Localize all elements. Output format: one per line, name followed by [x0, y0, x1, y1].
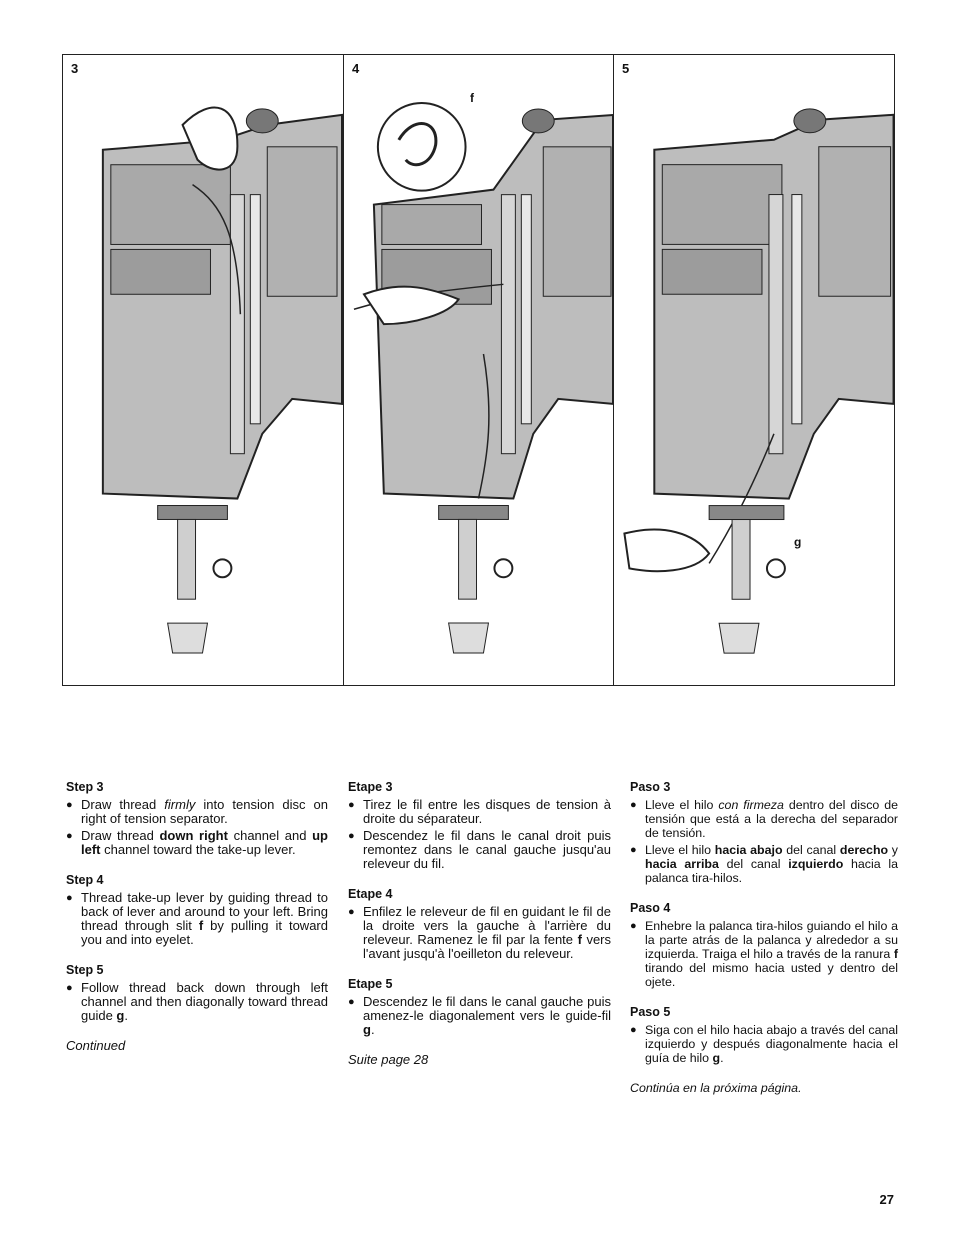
instruction-text: Siga con el hilo hacia abajo a través del canal izquierdo y después diagonalmente hacia el guía de hilo: [645, 1023, 898, 1065]
sewing-machine-drawing-4: [344, 55, 613, 685]
instruction-item: [630, 1023, 898, 1065]
instruction-text: derecho: [839, 843, 889, 857]
french-instructions: [348, 780, 611, 1067]
instruction-section: [348, 780, 611, 871]
spanish-instructions: [630, 780, 898, 1095]
instruction-section: [348, 977, 611, 1037]
continued-note: Continued: [66, 1038, 126, 1053]
instruction-item: [630, 919, 898, 989]
instruction-text: tirando del mismo hacia usted y dentro del ojete.: [645, 961, 898, 989]
bullet-icon: ●: [66, 982, 73, 994]
panel-number: 4: [352, 61, 360, 76]
section-heading: Step 3: [66, 780, 104, 794]
instruction-section: [66, 963, 328, 1023]
bullet-icon: ●: [630, 799, 637, 811]
instruction-item: [348, 905, 611, 961]
instruction-section: [66, 873, 328, 947]
section-heading: Paso 5: [630, 1005, 671, 1019]
instruction-item: [66, 981, 328, 1023]
bullet-icon: ●: [66, 892, 73, 904]
page-number: 27: [879, 1192, 894, 1207]
instruction-text: hacia arriba: [645, 857, 719, 871]
section-heading: Paso 4: [630, 901, 671, 915]
instruction-section: [348, 887, 611, 961]
instruction-text: up left: [81, 828, 328, 857]
instruction-text: Thread take-up lever by guiding thread to back of lever and around to your left. Bring thread through slit: [81, 890, 328, 933]
callout-label-f: f: [470, 91, 474, 105]
illustration-panel-step-5: [614, 55, 894, 685]
instruction-text: Descendez le fil dans le canal gauche puis amenez-le diagonalement vers le guide-fil: [363, 994, 611, 1023]
panel-number: 5: [622, 61, 630, 76]
bullet-icon: ●: [630, 920, 637, 932]
instruction-text: f: [893, 947, 898, 961]
instruction-item: [66, 829, 328, 857]
instruction-text: Lleve el hilo: [645, 843, 715, 857]
bullet-icon: ●: [348, 830, 355, 842]
instruction-item: [66, 798, 328, 826]
continued-note: Continúa en la próxima página.: [630, 1081, 802, 1095]
instruction-section: [66, 780, 328, 857]
instruction-text: channel and: [227, 828, 313, 843]
instruction-text: con firmeza: [718, 798, 784, 812]
instruction-text: .: [720, 1051, 724, 1065]
instruction-text: f: [198, 918, 204, 933]
instruction-item: [630, 843, 898, 885]
instruction-text: into tension disc on right of tension separator.: [81, 797, 328, 826]
bullet-icon: ●: [348, 799, 355, 811]
sewing-machine-drawing-5: [614, 55, 894, 685]
instruction-text: Descendez le fil dans le canal droit puis remontez dans le canal gauche jusqu'au releveur du fil.: [363, 828, 611, 871]
section-heading: Step 4: [66, 873, 104, 887]
instruction-text: y: [888, 843, 899, 857]
instruction-section: [630, 1005, 898, 1065]
instruction-item: [66, 891, 328, 947]
callout-label-g: g: [794, 535, 802, 549]
instruction-text: g: [363, 1022, 371, 1037]
illustration-panel-step-4: [344, 55, 614, 685]
instruction-item: [348, 798, 611, 826]
instruction-item: [348, 829, 611, 871]
instruction-text: .: [370, 1022, 375, 1037]
instruction-text: f: [577, 932, 582, 947]
section-heading: Step 5: [66, 963, 104, 977]
instruction-text: g: [116, 1008, 125, 1023]
instruction-text: del canal: [782, 843, 840, 857]
section-heading: Etape 3: [348, 780, 393, 794]
bullet-icon: ●: [348, 906, 355, 918]
instruction-text: Draw thread: [81, 797, 165, 812]
bullet-icon: ●: [348, 996, 355, 1008]
instruction-item: [630, 798, 898, 840]
english-instructions: [66, 780, 328, 1053]
instruction-item: [348, 995, 611, 1037]
instruction-text: izquierdo: [788, 857, 844, 871]
instruction-text: down right: [159, 828, 228, 843]
panel-number: 3: [71, 61, 79, 76]
instruction-text: .: [124, 1008, 128, 1023]
instruction-section: [630, 780, 898, 885]
instruction-text: hacia abajo: [714, 843, 783, 857]
instruction-text: hacia la palanca tira-hilos.: [645, 857, 898, 885]
instruction-text: Follow thread back down through left channel and then diagonally toward thread guide: [81, 980, 328, 1023]
instruction-text: dentro del disco de tensión que está a la derecha del separador de tensión.: [645, 798, 898, 840]
instruction-text: Tirez le fil entre les disques de tension à droite du séparateur.: [363, 797, 611, 826]
instruction-text: Draw thread: [81, 828, 160, 843]
sewing-machine-drawing-3: [63, 55, 343, 685]
section-heading: Etape 5: [348, 977, 393, 991]
section-heading: Paso 3: [630, 780, 671, 794]
bullet-icon: ●: [630, 1024, 637, 1036]
instruction-text: by pulling it toward you and into eyelet.: [81, 918, 328, 947]
bullet-icon: ●: [630, 844, 637, 856]
instruction-text: firmly: [164, 797, 196, 812]
instruction-text: channel toward the take-up lever.: [100, 842, 296, 857]
illustration-panel-step-3: [63, 55, 344, 685]
instruction-text: Enhebre la palanca tira-hilos guiando el hilo a la parte atrás de la palanca y alrededor a su izquierda. Traiga el hilo a través de la ranura: [645, 919, 898, 961]
illustration-frame: [62, 54, 895, 686]
instruction-text: g: [712, 1051, 721, 1065]
instruction-text: vers l'avant jusqu'à l'oeilleton du releveur.: [363, 932, 611, 961]
bullet-icon: ●: [66, 799, 73, 811]
section-heading: Etape 4: [348, 887, 393, 901]
bullet-icon: ●: [66, 830, 73, 842]
continued-note: Suite page 28: [348, 1052, 429, 1067]
instruction-section: [630, 901, 898, 989]
instruction-text: Enfilez le releveur de fil en guidant le fil de la droite vers la gauche à l'arrière du releveur. Ramenez le fil par la fente: [363, 904, 611, 947]
instruction-text: Lleve el hilo: [645, 798, 719, 812]
instruction-text: del canal: [718, 857, 789, 871]
